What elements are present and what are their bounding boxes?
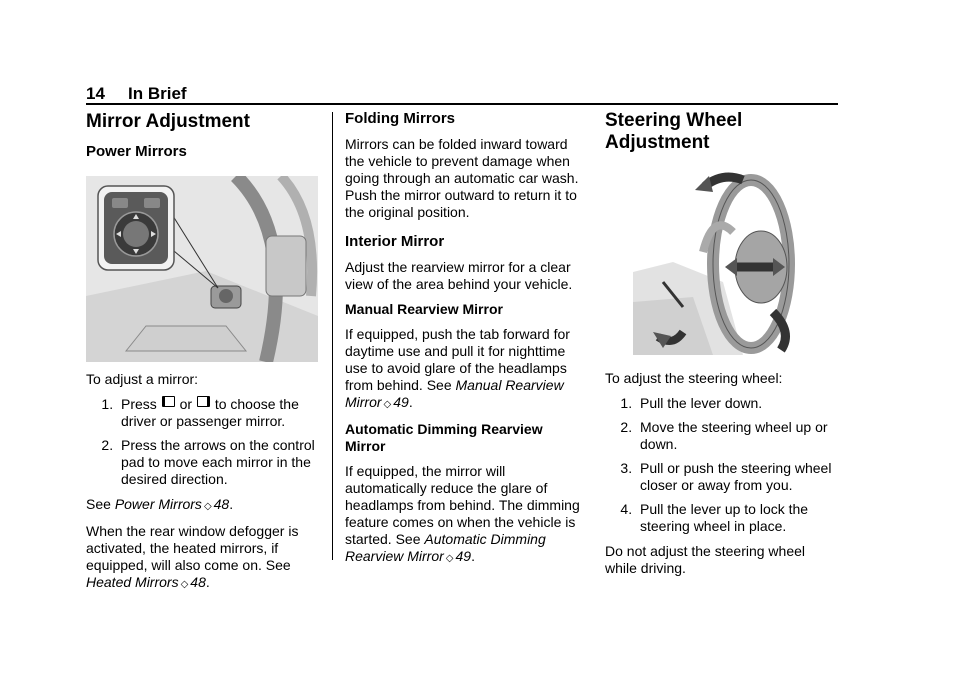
section-title: In Brief <box>128 84 187 103</box>
steering-warning: Do not adjust the steering wheel while driving. <box>605 543 806 576</box>
step-text: Press <box>121 396 157 412</box>
auto-dimming-heading: Automatic Dimming Rearview Mirror <box>345 421 543 454</box>
interior-mirror-text: Adjust the rearview mirror for a clear view of the area behind your vehicle. <box>345 259 573 292</box>
left-mirror-icon <box>162 396 175 407</box>
column-mirrors <box>345 110 583 575</box>
header-rule <box>86 103 838 105</box>
column-steering <box>605 110 840 154</box>
auto-dimming-paragraph: If equipped, the mirror will automatically reduce the glare of headlamps from behind. The dimming feature comes on when the vehicle is started. See Automatic Dimming Rearview Mirror◇ 49. <box>345 463 583 567</box>
steering-wheel-heading: Steering Wheel Adjustment <box>605 110 743 153</box>
power-mirrors-heading: Power Mirrors <box>86 143 187 160</box>
interior-mirror-heading: Interior Mirror <box>345 233 445 250</box>
manual-rearview-heading: Manual Rearview Mirror <box>345 301 503 317</box>
page-reference[interactable]: ◇ 48 <box>202 496 229 512</box>
folding-mirrors-text: Mirrors can be folded inward toward the vehicle to prevent damage when going through an automatic car wash. Push the mirror outward to return it to the original position. <box>345 136 579 220</box>
defogger-paragraph: When the rear window defogger is activated, the heated mirrors, if equipped, will also come on. See Heated Mirrors◇ 48. <box>86 523 322 593</box>
manual-rearview-text: If equipped, push the tab forward for daytime use and pull it for nighttime use to avoid glare of the headlamps from behind. See <box>345 326 570 393</box>
manual-rearview-paragraph: If equipped, push the tab forward for daytime use and pull it for nighttime use to avoid glare of the headlamps from behind. See Manual Rearview Mirror◇ 49. <box>345 326 583 413</box>
power-mirrors-text <box>86 371 322 601</box>
list-item: 4. Pull the lever up to lock the steering wheel in place. <box>636 501 840 535</box>
adjust-intro: To adjust a mirror: <box>86 371 199 387</box>
auto-dimming-text: If equipped, the mirror will automatically reduce the glare of headlamps from behind. The dimming feature comes on when the vehicle is started. See <box>345 463 580 547</box>
list-item: 1. Pull the lever down. <box>636 395 840 412</box>
list-item: 2. Move the steering wheel up or down. <box>636 419 840 453</box>
step-text: to choose the driver or passenger mirror. <box>121 396 299 429</box>
column-divider <box>332 112 333 560</box>
steering-wheel-drawing <box>633 172 808 355</box>
power-mirror-illustration <box>86 176 318 362</box>
page-header <box>86 84 187 104</box>
list-item: 3. Pull or push the steering wheel closer or away from you. <box>636 460 840 494</box>
page-reference[interactable]: ◇ 49 <box>382 394 409 410</box>
right-mirror-icon <box>197 396 210 407</box>
folding-mirrors-heading: Folding Mirrors <box>345 110 455 127</box>
mirror-adjustment-heading: Mirror Adjustment <box>86 111 250 132</box>
see-reference: See Power Mirrors◇ 48. <box>86 496 322 515</box>
page-reference[interactable]: ◇ 48 <box>179 574 206 590</box>
steering-wheel-illustration <box>633 172 808 355</box>
steering-wheel-text <box>605 370 840 585</box>
power-mirrors-link[interactable]: Power Mirrors <box>114 496 202 512</box>
column-mirror-adjustment <box>86 111 322 161</box>
step-text: or <box>179 396 193 412</box>
list-item: 2. Press the arrows on the control pad to move each mirror in the desired direction. <box>117 437 322 488</box>
steering-intro: To adjust the steering wheel: <box>605 370 783 386</box>
list-item <box>117 396 322 430</box>
heated-mirrors-link[interactable]: Heated Mirrors <box>86 574 179 590</box>
manual-rearview-link[interactable]: Manual Rearview Mirror <box>345 377 564 410</box>
page-reference[interactable]: ◇ 49 <box>444 548 471 564</box>
page-number: 14 <box>86 84 105 103</box>
auto-dimming-link[interactable]: Automatic Dimming Rearview Mirror <box>345 531 546 564</box>
defogger-text: When the rear window defogger is activated, the heated mirrors, if equipped, will also come on. See <box>86 523 299 573</box>
power-mirror-drawing <box>86 176 318 362</box>
see-prefix: See <box>86 496 111 512</box>
